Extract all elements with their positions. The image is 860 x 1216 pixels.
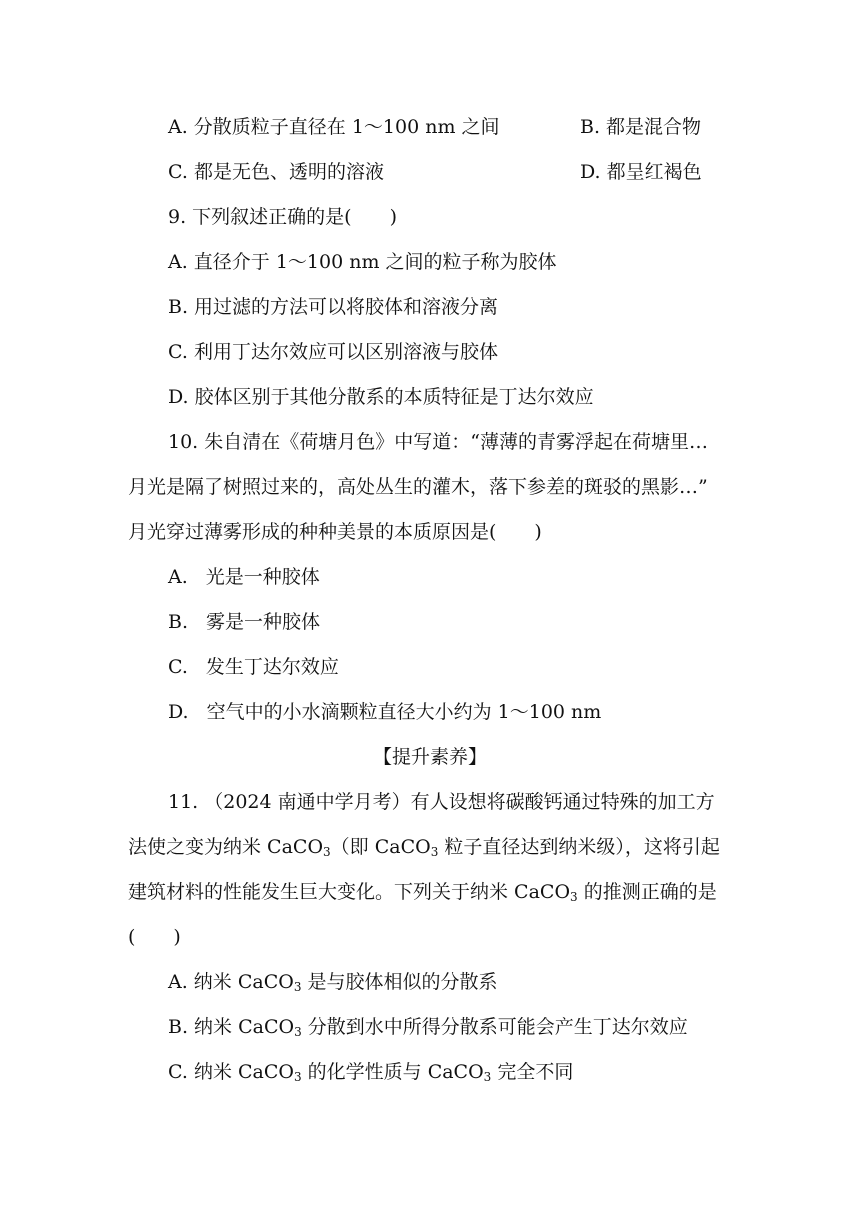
q10-option-a-text: 光是一种胶体: [205, 566, 320, 588]
q10-option-a: [168, 564, 320, 590]
q11-answer-blank: ( ): [128, 926, 181, 948]
q11-line2-part-c: 粒子直径达到纳米级），这将引起: [438, 836, 720, 858]
q11-option-c-mid: 的化学性质与 CaCO: [301, 1061, 484, 1083]
q10-option-b-label: B.: [168, 611, 189, 633]
subscript-3: 3: [293, 980, 302, 994]
section-title: 【提升素养】: [372, 746, 487, 768]
q9-option-d: D. 胶体区别于其他分散系的本质特征是丁达尔效应: [168, 386, 594, 408]
q9-option-b: B. 用过滤的方法可以将胶体和溶液分离: [168, 296, 499, 318]
q10-option-c-text: 发生丁达尔效应: [205, 656, 339, 678]
subscript-3: 3: [570, 890, 578, 904]
q10-option-b-text: 雾是一种胶体: [206, 611, 321, 633]
q10-option-d-text: 空气中的小水滴颗粒直径大小约为 1～100 nm: [206, 701, 602, 723]
q11-line2-part-b: （即 CaCO: [330, 836, 431, 858]
q11-option-a-pre: A. 纳米 CaCO: [168, 971, 294, 993]
q10-option-b: [168, 609, 320, 635]
q11-line2-part-a: 法使之变为纳米 CaCO: [128, 836, 324, 858]
q11-option-c-post: 完全不同: [491, 1061, 574, 1083]
subscript-3: 3: [483, 1070, 492, 1084]
q11-option-b-pre: B. 纳米 CaCO: [168, 1016, 295, 1038]
q10-stem-line-2: 月光是隔了树照过来的，高处丛生的灌木，落下参差的斑驳的黑影…”: [128, 476, 708, 498]
q11-option-b: [168, 1014, 688, 1045]
q11-line3-part-b: 的推测正确的是: [577, 881, 717, 903]
q10-option-c: [168, 654, 339, 680]
q10-option-c-label: C.: [168, 656, 188, 678]
subscript-3: 3: [430, 845, 439, 859]
q8-option-a: A. 分散质粒子直径在 1～100 nm 之间: [168, 116, 500, 138]
q11-option-b-post: 分散到水中所得分散系可能会产生丁达尔效应: [301, 1016, 688, 1038]
q9-option-a: A. 直径介于 1～100 nm 之间的粒子称为胶体: [168, 251, 557, 273]
q10-stem-line-3: 月光穿过薄雾形成的种种美景的本质原因是( ): [128, 521, 542, 543]
q8-option-d: D. 都呈红褐色: [580, 161, 702, 183]
q11-option-c-pre: C. 纳米 CaCO: [168, 1061, 294, 1083]
q10-option-a-label: A.: [168, 566, 188, 588]
q8-options-row-1: [168, 114, 768, 140]
subscript-3: 3: [323, 845, 331, 859]
q9-stem: 9. 下列叙述正确的是( ): [168, 206, 397, 228]
q8-options-row-2: [168, 159, 768, 185]
q9-option-c: C. 利用丁达尔效应可以区别溶液与胶体: [168, 341, 498, 363]
q10-stem-line-1: 10. 朱自清在《荷塘月色》中写道：“薄薄的青雾浮起在荷塘里…: [168, 431, 708, 453]
q11-stem-line-2: [128, 834, 720, 865]
q11-option-a-post: 是与胶体相似的分散系: [301, 971, 498, 993]
q10-option-d: [168, 699, 601, 725]
q11-option-a: [168, 969, 498, 1000]
q11-line3-part-a: 建筑材料的性能发生巨大变化。下列关于纳米 CaCO: [128, 881, 571, 903]
q8-option-b: B. 都是混合物: [580, 116, 702, 138]
subscript-3: 3: [293, 1070, 302, 1084]
q11-option-c: [168, 1059, 573, 1090]
q11-stem-line-1: 11. （2024 南通中学月考）有人设想将碳酸钙通过特殊的加工方: [168, 791, 715, 813]
subscript-3: 3: [294, 1025, 302, 1039]
q11-stem-line-3: [128, 879, 717, 910]
q10-option-d-label: D.: [168, 701, 189, 723]
q8-option-c: C. 都是无色、透明的溶液: [168, 161, 384, 183]
